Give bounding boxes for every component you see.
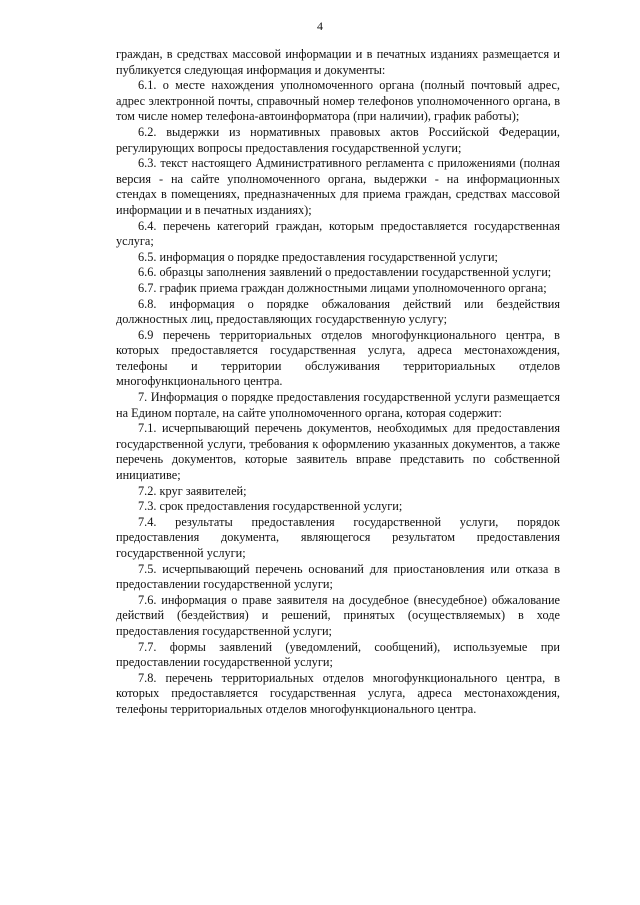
paragraph-6-9: 6.9 перечень территориальных отделов многофункционального центра, в которых предоставляется государственная услуга, адреса местонахождения, телефоны и территории обслуживания территориальных отделов многофункционального центра. xyxy=(116,327,560,389)
paragraph-7-6: 7.6. информация о праве заявителя на досудебное (внесудебное) обжалование действий (бездействия) и решений, принятых (осуществляемых) в ходе предоставления государственной услуги; xyxy=(116,592,560,638)
paragraph-intro-continuation: граждан, в средствах массовой информации и в печатных изданиях размещается и публикуется следующая информация и документы: xyxy=(116,47,560,77)
paragraph-7-5: 7.5. исчерпывающий перечень оснований для приостановления или отказа в предоставлении государственной услуги; xyxy=(116,561,560,592)
paragraph-7-2: 7.2. круг заявителей; xyxy=(138,483,247,498)
paragraph-6-1: 6.1. о месте нахождения уполномоченного органа (полный почтовый адрес, адрес электронной почты, справочный номер телефонов уполномоченного органа, в том числе номер телефона-автоинформатора (при наличии), график работы); xyxy=(116,78,560,124)
paragraph-6-2: 6.2. выдержки из нормативных правовых актов Российской Федерации, регулирующих вопросы предоставления государственной услуги; xyxy=(116,124,560,155)
paragraph-7-7: 7.7. формы заявлений (уведомлений, сообщений), используемые при предоставлении государственной услуги; xyxy=(116,639,560,670)
paragraph-6-3: 6.3. текст настоящего Административного регламента с приложениями (полная версия - на сайте уполномоченного органа, выдержки - на информационных стендах в помещениях, предназначенных для приема граждан, средствах массовой информации и в печатных изданиях); xyxy=(116,156,560,217)
paragraph-6-5: 6.5. информация о порядке предоставления государственной услуги; xyxy=(138,249,498,264)
paragraph-6-8: 6.8. информация о порядке обжалования действий или бездействия должностных лиц, предоставляющих государственную услугу; xyxy=(116,296,560,327)
paragraph-6-7: 6.7. график приема граждан должностными лицами уполномоченного органа; xyxy=(138,280,547,295)
paragraph-7: 7. Информация о порядке предоставления государственной услуги размещается на Едином портале, на сайте уполномоченного органа, которая содержит: xyxy=(116,390,560,420)
paragraph-7-4: 7.4. результаты предоставления государственной услуги, порядок предоставления документа, являющегося результатом предоставления государственной услуги; xyxy=(116,514,560,560)
document-body xyxy=(116,47,560,718)
paragraph-7-3: 7.3. срок предоставления государственной услуги; xyxy=(138,499,403,514)
paragraph-7-1: 7.1. исчерпывающий перечень документов, необходимых для предоставления государственной услуги, требования к оформлению указанных документов, а также перечень документов, которые заявитель вправе представить по собственной инициативе; xyxy=(116,421,560,483)
paragraph-7-8: 7.8. перечень территориальных отделов многофункционального центра, в которых предоставляется государственная услуга, адреса местонахождения, телефоны территориальных отделов многофункционального центра. xyxy=(116,670,560,716)
page-number: 4 xyxy=(317,19,323,33)
paragraph-6-4: 6.4. перечень категорий граждан, которым предоставляется государственная услуга; xyxy=(116,218,560,249)
paragraph-6-6: 6.6. образцы заполнения заявлений о предоставлении государственной услуги; xyxy=(138,265,552,280)
